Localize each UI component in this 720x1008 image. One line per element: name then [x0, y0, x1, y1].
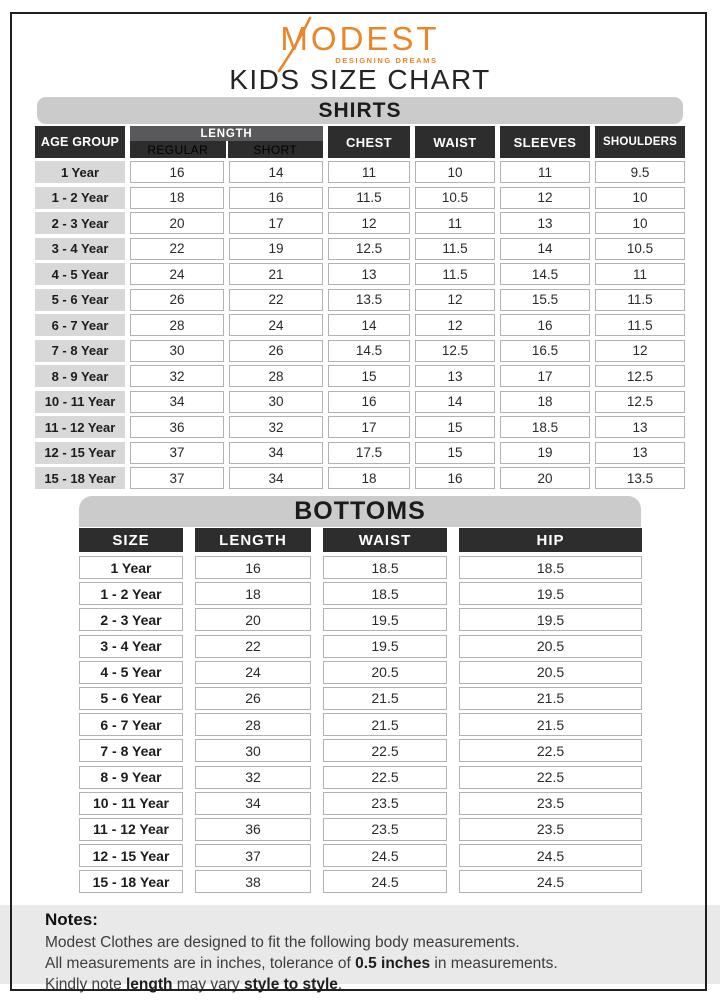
bottoms-value-cell: 22.5 — [323, 739, 447, 762]
note-text: may vary — [172, 976, 244, 993]
shirts-age-cell: 5 - 6 Year — [35, 289, 125, 311]
note-text: Modest Clothes are designed to fit the following body measurements. — [45, 934, 520, 951]
note-text: . — [337, 976, 343, 993]
bottoms-size-cell: 1 - 2 Year — [79, 582, 183, 605]
shirts-value-cell: 17.5 — [328, 442, 410, 464]
bottoms-value-cell: 23.5 — [459, 818, 642, 841]
bottoms-value-cell: 20.5 — [459, 661, 642, 684]
shirts-header-row — [35, 126, 685, 158]
bottoms-value-cell: 19.5 — [459, 608, 642, 631]
bottoms-value-cell: 36 — [195, 818, 311, 841]
shirts-value-cell: 22 — [229, 289, 323, 311]
brand-tagline: DESIGNING DREAMS — [335, 56, 438, 65]
bottoms-size-cell: 10 - 11 Year — [79, 792, 183, 815]
shirts-value-cell: 11 — [595, 263, 685, 285]
shirts-col-short: SHORT — [228, 141, 324, 158]
shirts-value-cell: 12 — [500, 187, 590, 209]
shirts-value-cell: 32 — [229, 416, 323, 438]
notes-heading: Notes: — [45, 910, 98, 929]
shirts-value-cell: 12 — [595, 340, 685, 362]
shirts-value-cell: 36 — [130, 416, 224, 438]
bottoms-size-cell: 6 - 7 Year — [79, 713, 183, 736]
bottoms-value-cell: 19.5 — [459, 582, 642, 605]
shirts-value-cell: 15 — [415, 442, 495, 464]
shirts-col-length: LENGTH — [130, 126, 323, 141]
bottoms-value-cell: 22 — [195, 635, 311, 658]
shirts-value-cell: 13 — [415, 365, 495, 387]
bottoms-size-cell: 7 - 8 Year — [79, 739, 183, 762]
bottoms-header-cell: HIP — [459, 528, 642, 552]
bottoms-value-cell: 24.5 — [459, 870, 642, 893]
bottoms-header-row — [79, 528, 642, 552]
shirts-value-cell: 13 — [500, 212, 590, 234]
bottoms-size-cell: 2 - 3 Year — [79, 608, 183, 631]
shirts-value-cell: 14 — [415, 391, 495, 413]
bottoms-value-cell: 21.5 — [323, 687, 447, 710]
bottoms-value-cell: 24.5 — [323, 844, 447, 867]
bottoms-size-cell: 15 - 18 Year — [79, 870, 183, 893]
brand-logo — [280, 22, 439, 65]
shirts-value-cell: 14 — [500, 238, 590, 260]
notes-section — [45, 910, 680, 995]
shirts-value-cell: 11 — [500, 161, 590, 183]
shirts-value-cell: 34 — [229, 467, 323, 489]
shirts-value-cell: 13.5 — [595, 467, 685, 489]
shirts-value-cell: 11 — [415, 212, 495, 234]
shirts-value-cell: 19 — [229, 238, 323, 260]
bottoms-value-cell: 18.5 — [459, 556, 642, 579]
shirts-age-cell: 7 - 8 Year — [35, 340, 125, 362]
bottoms-size-cell: 8 - 9 Year — [79, 766, 183, 789]
shirts-value-cell: 16 — [229, 187, 323, 209]
shirts-value-cell: 11.5 — [415, 263, 495, 285]
shirts-value-cell: 10.5 — [415, 187, 495, 209]
shirts-value-cell: 11.5 — [415, 238, 495, 260]
shirts-value-cell: 15.5 — [500, 289, 590, 311]
shirts-value-cell: 17 — [328, 416, 410, 438]
shirts-col-waist: WAIST — [415, 126, 495, 158]
shirts-value-cell: 16 — [328, 391, 410, 413]
note-text: in measurements. — [430, 955, 558, 972]
shirts-value-cell: 11.5 — [328, 187, 410, 209]
bottoms-value-cell: 38 — [195, 870, 311, 893]
shirts-value-cell: 14 — [229, 161, 323, 183]
notes-lines — [45, 932, 680, 995]
bottoms-value-cell: 23.5 — [323, 792, 447, 815]
bottoms-value-cell: 20.5 — [459, 635, 642, 658]
bottoms-size-cell: 4 - 5 Year — [79, 661, 183, 684]
shirts-value-cell: 14.5 — [328, 340, 410, 362]
shirts-value-cell: 10 — [595, 187, 685, 209]
bottoms-value-cell: 18.5 — [323, 582, 447, 605]
shirts-value-cell: 20 — [500, 467, 590, 489]
bottoms-value-cell: 18 — [195, 582, 311, 605]
bottoms-value-cell: 34 — [195, 792, 311, 815]
shirts-value-cell: 12 — [415, 289, 495, 311]
note-bold-text: style to style — [243, 976, 338, 993]
note-bold-text: 0.5 inches — [355, 955, 431, 972]
shirts-value-cell: 9.5 — [595, 161, 685, 183]
bottoms-size-cell: 1 Year — [79, 556, 183, 579]
brand-logo-text: MODEST — [280, 20, 440, 57]
shirts-value-cell: 18 — [328, 467, 410, 489]
bottoms-value-cell: 26 — [195, 687, 311, 710]
bottoms-value-cell: 21.5 — [459, 687, 642, 710]
shirts-value-cell: 18 — [130, 187, 224, 209]
shirts-value-cell: 34 — [130, 391, 224, 413]
shirts-value-cell: 12.5 — [415, 340, 495, 362]
note-text: Kindly note — [45, 976, 126, 993]
shirts-value-cell: 15 — [328, 365, 410, 387]
shirts-value-cell: 14.5 — [500, 263, 590, 285]
bottoms-size-cell: 12 - 15 Year — [79, 844, 183, 867]
shirts-value-cell: 11.5 — [595, 314, 685, 336]
shirts-value-cell: 22 — [130, 238, 224, 260]
shirts-value-cell: 11 — [328, 161, 410, 183]
shirts-value-cell: 16 — [130, 161, 224, 183]
shirts-value-cell: 11.5 — [595, 289, 685, 311]
shirts-value-cell: 16.5 — [500, 340, 590, 362]
bottoms-value-cell: 20 — [195, 608, 311, 631]
shirts-value-cell: 16 — [500, 314, 590, 336]
shirts-value-cell: 26 — [130, 289, 224, 311]
shirts-value-cell: 30 — [130, 340, 224, 362]
bottoms-value-cell: 18.5 — [323, 556, 447, 579]
shirts-value-cell: 13 — [595, 442, 685, 464]
shirts-age-cell: 10 - 11 Year — [35, 391, 125, 413]
bottoms-header-cell: LENGTH — [195, 528, 311, 552]
shirts-rows — [35, 161, 685, 489]
shirts-value-cell: 12.5 — [595, 365, 685, 387]
note-bold-text: length — [126, 976, 173, 993]
shirts-value-cell: 13 — [328, 263, 410, 285]
bottoms-value-cell: 37 — [195, 844, 311, 867]
bottoms-header-cell: SIZE — [79, 528, 183, 552]
shirts-value-cell: 13 — [595, 416, 685, 438]
bottoms-value-cell: 24.5 — [323, 870, 447, 893]
shirts-value-cell: 34 — [229, 442, 323, 464]
bottoms-value-cell: 28 — [195, 713, 311, 736]
shirts-value-cell: 30 — [229, 391, 323, 413]
shirts-value-cell: 32 — [130, 365, 224, 387]
shirts-col-age-group: AGE GROUP — [35, 126, 125, 158]
shirts-value-cell: 24 — [229, 314, 323, 336]
shirts-value-cell: 12.5 — [328, 238, 410, 260]
shirts-section-title: SHIRTS — [37, 97, 683, 124]
shirts-value-cell: 37 — [130, 467, 224, 489]
shirts-age-cell: 11 - 12 Year — [35, 416, 125, 438]
shirts-col-shoulders: SHOULDERS — [595, 126, 685, 158]
bottoms-value-cell: 19.5 — [323, 635, 447, 658]
shirts-value-cell: 14 — [328, 314, 410, 336]
bottoms-size-cell: 11 - 12 Year — [79, 818, 183, 841]
shirts-age-cell: 2 - 3 Year — [35, 212, 125, 234]
shirts-value-cell: 17 — [229, 212, 323, 234]
bottoms-value-cell: 22.5 — [459, 766, 642, 789]
bottoms-value-cell: 22.5 — [459, 739, 642, 762]
bottoms-header-cell: WAIST — [323, 528, 447, 552]
shirts-value-cell: 28 — [229, 365, 323, 387]
bottoms-value-cell: 21.5 — [323, 713, 447, 736]
shirts-value-cell: 20 — [130, 212, 224, 234]
bottoms-value-cell: 24.5 — [459, 844, 642, 867]
brand-header — [0, 22, 720, 68]
note-line — [45, 953, 680, 974]
bottoms-rows — [79, 556, 642, 893]
shirts-value-cell: 37 — [130, 442, 224, 464]
bottoms-value-cell: 24 — [195, 661, 311, 684]
shirts-value-cell: 12 — [328, 212, 410, 234]
bottoms-value-cell: 32 — [195, 766, 311, 789]
bottoms-value-cell: 23.5 — [323, 818, 447, 841]
shirts-age-cell: 8 - 9 Year — [35, 365, 125, 387]
shirts-value-cell: 19 — [500, 442, 590, 464]
shirts-age-cell: 12 - 15 Year — [35, 442, 125, 464]
bottoms-value-cell: 21.5 — [459, 713, 642, 736]
bottoms-value-cell: 16 — [195, 556, 311, 579]
shirts-value-cell: 10 — [595, 212, 685, 234]
shirts-col-regular: REGULAR — [130, 141, 226, 158]
shirts-age-cell: 6 - 7 Year — [35, 314, 125, 336]
shirts-value-cell: 18 — [500, 391, 590, 413]
bottoms-value-cell: 30 — [195, 739, 311, 762]
shirts-age-cell: 3 - 4 Year — [35, 238, 125, 260]
bottoms-value-cell: 23.5 — [459, 792, 642, 815]
shirts-age-cell: 1 - 2 Year — [35, 187, 125, 209]
shirts-value-cell: 16 — [415, 467, 495, 489]
shirts-value-cell: 12 — [415, 314, 495, 336]
bottoms-value-cell: 22.5 — [323, 766, 447, 789]
shirts-col-sleeves: SLEEVES — [500, 126, 590, 158]
shirts-age-cell: 4 - 5 Year — [35, 263, 125, 285]
shirts-age-cell: 15 - 18 Year — [35, 467, 125, 489]
page-title: KIDS SIZE CHART — [229, 64, 491, 95]
shirts-age-cell: 1 Year — [35, 161, 125, 183]
shirts-value-cell: 26 — [229, 340, 323, 362]
shirts-value-cell: 15 — [415, 416, 495, 438]
shirts-value-cell: 21 — [229, 263, 323, 285]
shirts-value-cell: 28 — [130, 314, 224, 336]
note-text: All measurements are in inches, tolerance of — [45, 955, 356, 972]
note-line — [45, 932, 680, 953]
bottoms-value-cell: 19.5 — [323, 608, 447, 631]
bottoms-size-cell: 5 - 6 Year — [79, 687, 183, 710]
shirts-value-cell: 18.5 — [500, 416, 590, 438]
shirts-col-chest: CHEST — [328, 126, 410, 158]
shirts-value-cell: 10 — [415, 161, 495, 183]
shirts-value-cell: 17 — [500, 365, 590, 387]
note-line — [45, 974, 680, 995]
shirts-value-cell: 10.5 — [595, 238, 685, 260]
shirts-length-subheader — [130, 141, 323, 158]
bottoms-section-title: BOTTOMS — [79, 496, 641, 527]
bottoms-value-cell: 20.5 — [323, 661, 447, 684]
bottoms-size-cell: 3 - 4 Year — [79, 635, 183, 658]
shirts-value-cell: 24 — [130, 263, 224, 285]
shirts-value-cell: 12.5 — [595, 391, 685, 413]
shirts-value-cell: 13.5 — [328, 289, 410, 311]
